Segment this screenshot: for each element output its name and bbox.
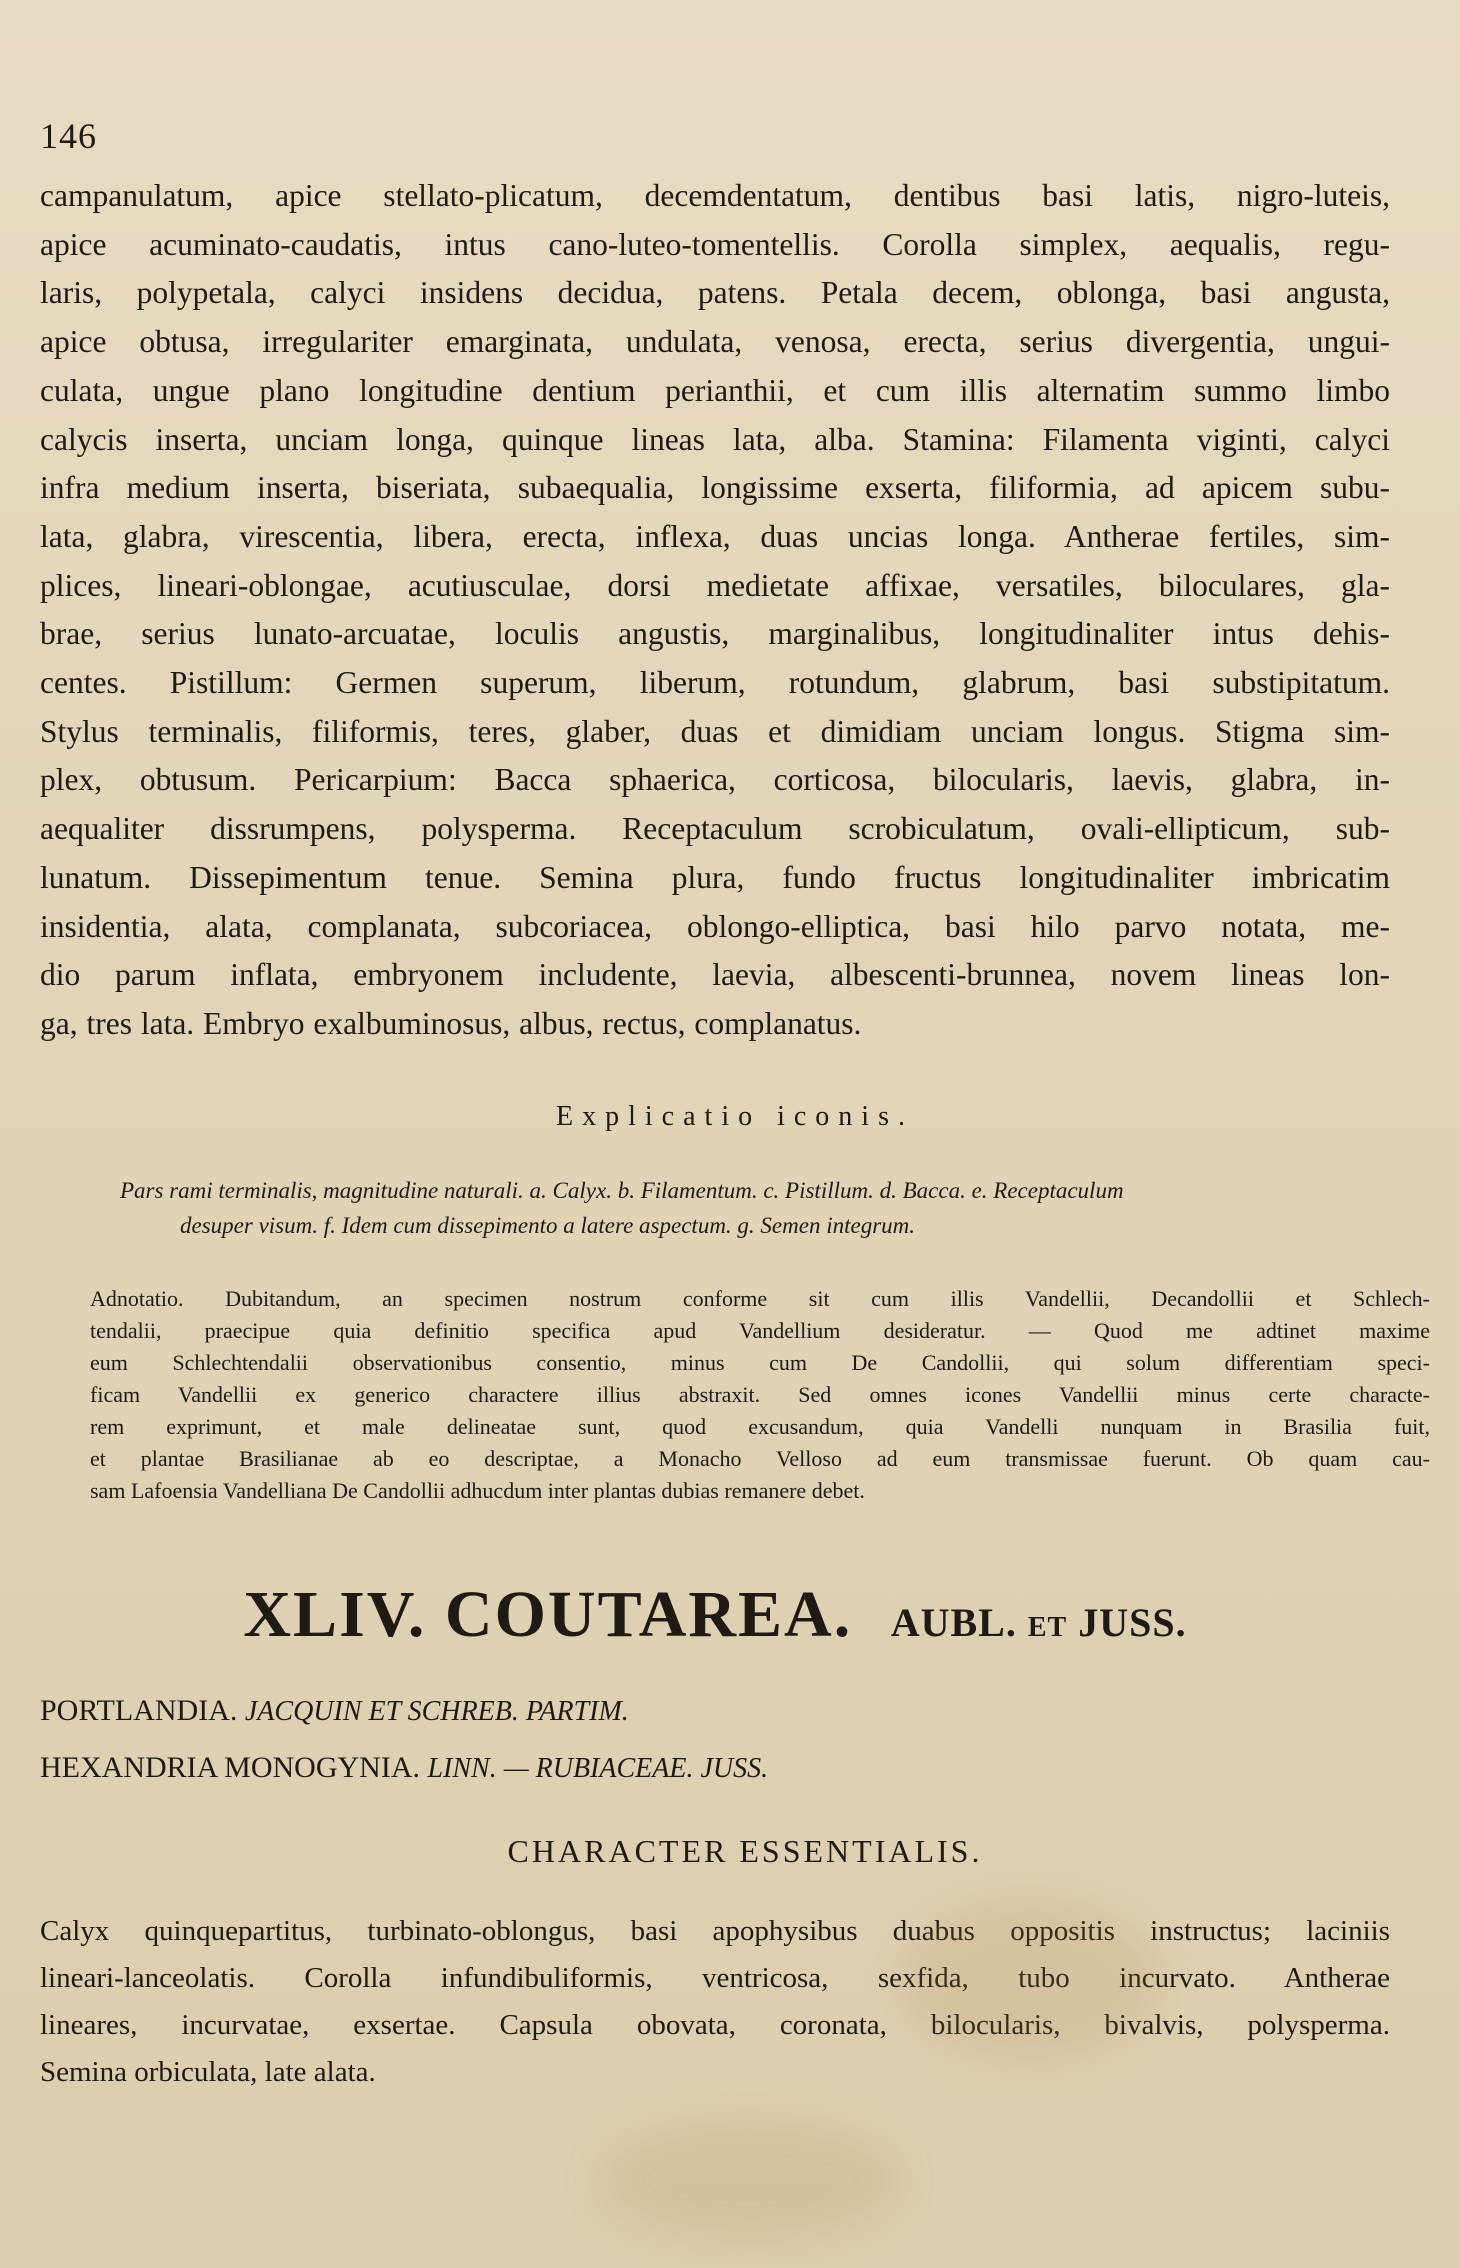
text-line: brae, serius lunato-arcuatae, loculis angustis, marginalibus, longitudinaliter intus dehis-	[40, 616, 1390, 652]
adnotatio-line: rem exprimunt, et male delineatae sunt, quod excusandum, quia Vandelli nunquam in Brasilia fuit,	[90, 1413, 1430, 1439]
text-line: campanulatum, apice stellato-plicatum, decemdentatum, dentibus basi latis, nigro-luteis,	[40, 178, 1390, 213]
explicatio-heading: Explicatio iconis.	[556, 1100, 914, 1132]
adnotatio-line: tendalii, praecipue quia definitio specifica apud Vandellium desideratur. — Quod me adtinet maxime	[90, 1317, 1430, 1343]
paper-stain	[900, 1900, 1160, 2060]
text-line: insidentia, alata, complanata, subcoriacea, oblongo-elliptica, basi hilo parvo notata, me-	[40, 908, 1390, 944]
text-line: dio parum inflata, embryonem includente, laevia, albescenti-brunnea, novem lineas lon-	[40, 957, 1390, 993]
genus-name: COUTAREA.	[444, 1577, 853, 1651]
adnotatio-line: et plantae Brasilianae ab eo descriptae, a Monacho Velloso ad eum transmissae fuerunt. Ob quam cau-	[90, 1445, 1430, 1471]
page-number: 146	[40, 116, 97, 156]
text-line: culata, ungue plano longitudine dentium perianthii, et cum illis alternatim summo limbo	[40, 372, 1390, 408]
text-line: apice obtusa, irregulariter emarginata, undulata, venosa, erecta, serius divergentia, ungui-	[40, 324, 1390, 360]
synonym-authority: JACQUIN ET SCHREB. PARTIM.	[244, 1695, 629, 1727]
text-line: lunatum. Dissepimentum tenue. Semina plura, fundo fructus longitudinaliter imbricatim	[40, 859, 1390, 895]
text-line: apice acuminato-caudatis, intus cano-luteo-tomentellis. Corolla simplex, aequalis, regu-	[40, 226, 1390, 262]
adnotatio-line: eum Schlechtendalii observationibus consentio, minus cum De Candollii, qui solum differentiam speci-	[90, 1349, 1430, 1375]
text-line: aequaliter dissrumpens, polysperma. Receptaculum scrobiculatum, ovali-ellipticum, sub-	[40, 811, 1390, 847]
character-line: lineares, incurvatae, exsertae. Capsula obovata, coronata, bilocularis, bivalvis, polysperma.	[40, 2008, 1390, 2041]
character-line: Semina orbiculata, late alata.	[40, 2055, 376, 2088]
explicatio-line: desuper visum. f. Idem cum dissepimento a latere aspectum. g. Semen integrum.	[180, 1212, 916, 1238]
character-heading: CHARACTER ESSENTIALIS.	[507, 1832, 983, 1869]
text-line: lata, glabra, virescentia, libera, erecta, inflexa, duas uncias longa. Antherae fertiles, sim-	[40, 518, 1390, 554]
text-line: plex, obtusum. Pericarpium: Bacca sphaerica, corticosa, bilocularis, laevis, glabra, in-	[40, 762, 1390, 798]
text-line: infra medium inserta, biseriata, subaequalia, longissime exserta, filiformia, ad apicem subu-	[40, 470, 1390, 506]
adnotatio-line: ficam Vandellii ex generico charactere illius abstraxit. Sed omnes icones Vandellii minus certe characte-	[90, 1381, 1430, 1407]
adnotatio-line: sam Lafoensia Vandelliana De Candollii adhucdum inter plantas dubias remanere debet.	[90, 1477, 865, 1503]
genus-heading	[40, 1577, 1390, 1653]
synonym-name: PORTLANDIA.	[40, 1693, 238, 1727]
synonym-line	[40, 1683, 1390, 1797]
paper-stain	[600, 2120, 900, 2240]
genus-number: XLIV.	[243, 1577, 427, 1651]
description-text	[40, 172, 1390, 1049]
classification-authority: LINN. — RUBIACEAE. JUSS.	[427, 1752, 769, 1784]
classification-system: HEXANDRIA MONOGYNIA.	[40, 1750, 420, 1784]
text-line: Stylus terminalis, filiformis, teres, glaber, duas et dimidiam unciam longus. Stigma sim-	[40, 713, 1390, 749]
character-text	[40, 1908, 1390, 2096]
character-line: Calyx quinquepartitus, turbinato-oblongus, basi apophysibus duabus oppositis instructus; laciniis	[40, 1914, 1390, 1947]
explicatio-line: Pars rami terminalis, magnitudine naturali. a. Calyx. b. Filamentum. c. Pistillum. d. Bacca. e. Receptaculum	[120, 1177, 1124, 1203]
text-line: plices, lineari-oblongae, acutiusculae, dorsi medietate affixae, versatiles, biloculares, gla-	[40, 567, 1390, 603]
character-line: lineari-lanceolatis. Corolla infundibuliformis, ventricosa, sexfida, tubo incurvato. Antherae	[40, 1961, 1390, 1994]
text-line: laris, polypetala, calyci insidens decidua, patens. Petala decem, oblonga, basi angusta,	[40, 275, 1390, 311]
text-line: ga, tres lata. Embryo exalbuminosus, albus, rectus, complanatus.	[40, 1005, 862, 1041]
explicatio-text	[120, 1173, 1390, 1243]
adnotatio-line: Adnotatio. Dubitandum, an specimen nostrum conforme sit cum illis Vandellii, Decandollii et Schlech-	[90, 1285, 1430, 1311]
genus-authority: AUBL. ET JUSS.	[890, 1599, 1187, 1645]
text-line: centes. Pistillum: Germen superum, liberum, rotundum, glabrum, basi substipitatum.	[40, 665, 1390, 701]
text-line: calycis inserta, unciam longa, quinque lineas lata, alba. Stamina: Filamenta viginti, calyci	[40, 421, 1390, 457]
adnotatio-text	[90, 1283, 1430, 1507]
